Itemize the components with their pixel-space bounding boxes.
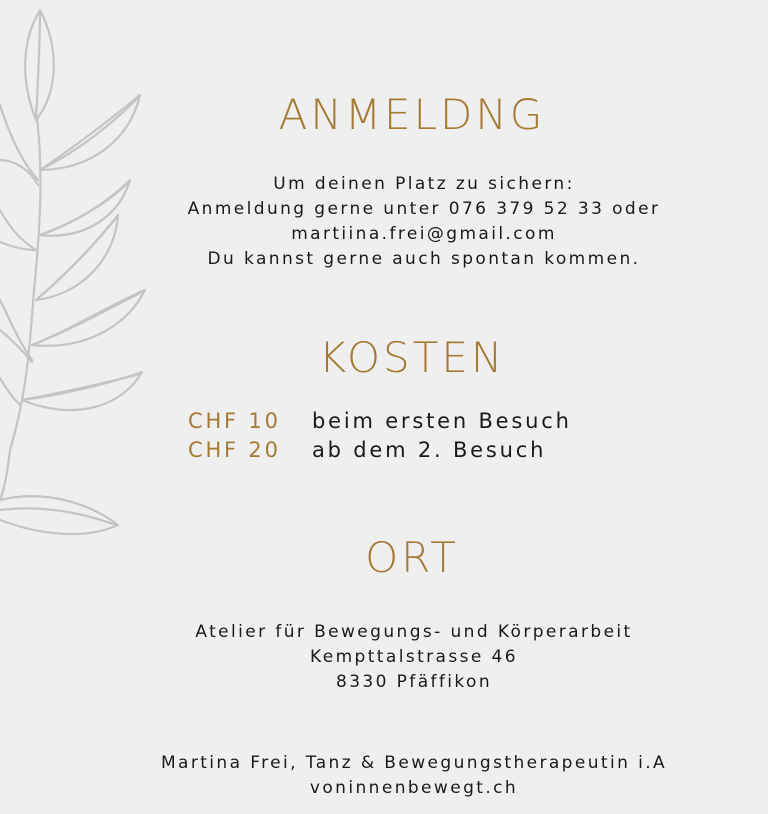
price-description: ab dem 2. Besuch bbox=[312, 438, 547, 462]
price-description: beim ersten Besuch bbox=[312, 409, 572, 433]
kosten-heading: KOSTEN bbox=[318, 333, 506, 382]
anmeldung-line: Du kannst gerne auch spontan kommen. bbox=[207, 249, 641, 269]
price-amount: CHF 10 bbox=[188, 409, 281, 433]
anmeldung-line: Anmeldung gerne unter 076 379 52 33 oder bbox=[187, 199, 661, 219]
ort-heading: ORT bbox=[365, 533, 459, 582]
footer-website-link[interactable]: voninnenbewegt.ch bbox=[309, 778, 519, 798]
price-row bbox=[188, 438, 546, 468]
price-row bbox=[188, 409, 572, 439]
leaf-branch-illustration bbox=[0, 0, 160, 560]
address-line: Kempttalstrasse 46 bbox=[310, 647, 518, 667]
price-amount: CHF 20 bbox=[188, 438, 281, 462]
footer bbox=[30, 751, 768, 801]
anmeldung-text bbox=[40, 172, 768, 272]
anmeldung-heading: ANMELDNG bbox=[278, 90, 546, 139]
address-line: Atelier für Bewegungs- und Körperarbeit bbox=[195, 622, 633, 642]
footer-credit: Martina Frei, Tanz & Bewegungstherapeutin i.A bbox=[160, 753, 668, 773]
ort-address bbox=[30, 620, 768, 695]
anmeldung-email[interactable]: martiina.frei@gmail.com bbox=[291, 224, 557, 244]
anmeldung-line: Um deinen Platz zu sichern: bbox=[273, 174, 575, 194]
address-line: 8330 Pfäffikon bbox=[335, 672, 493, 692]
